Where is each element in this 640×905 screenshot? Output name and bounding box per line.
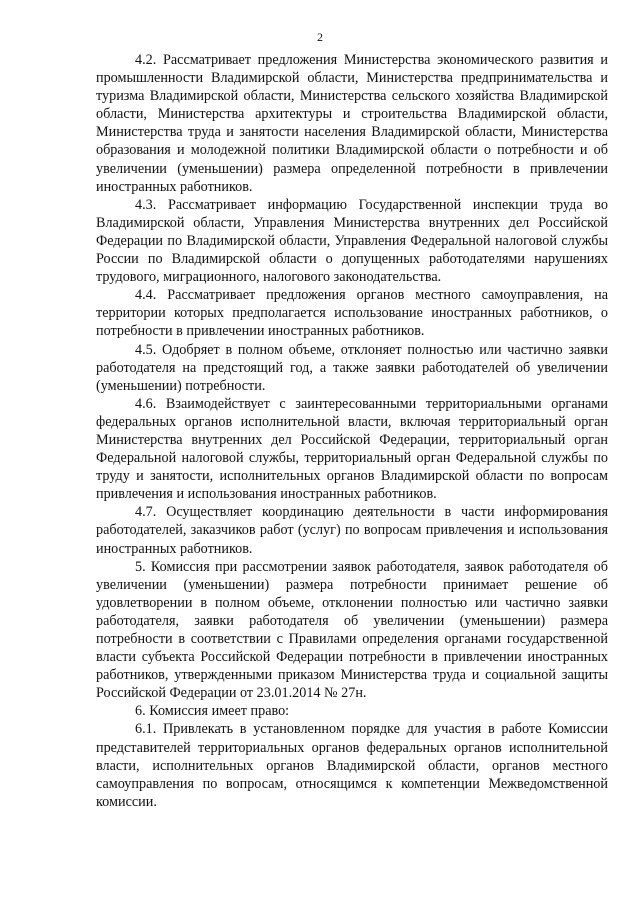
paragraph-6-1: 6.1. Привлекать в установленном порядке для участия в работе Комиссии представителей территориальных органов федеральных органов исполнительной власти, исполнительных органов Владимирской области, органов местного самоуправления по вопросам, относящимся к компетенции Межведомственной комиссии.: [96, 721, 608, 810]
paragraph-4-3: 4.3. Рассматривает информацию Государственной инспекции труда во Владимирской области, Управления Министерства внутренних дел Российской Федерации по Владимирской области, Управления Федеральной налоговой службы России по Владимирской области о допущенных работодателями нарушениях трудового, миграционного, налогового законодательства.: [96, 196, 608, 286]
document-body: [96, 51, 608, 811]
paragraph-4-4: 4.4. Рассматривает предложения органов местного самоуправления, на территории которых предполагается использование иностранных работников, о потребности в привлечении иностранных работников.: [96, 287, 608, 340]
paragraph-4-7: 4.7. Осуществляет координацию деятельности в части информирования работодателей, заказчиков работ (услуг) по вопросам привлечения и использования иностранных работников.: [96, 504, 608, 557]
paragraph-5: 5. Комиссия при рассмотрении заявок работодателя, заявок работодателя об увеличении (уменьшении) размера потребности принимает решение об удовлетворении в полном объеме, отклонении полностью или частично заявки работодателя, заявки работодателя об увеличении (уменьшении) размера потребности в соответствии с Правилами определения органами государственной власти субъекта Российской Федерации потребности в привлечении иностранных работников, утвержденными приказом Министерства труда и социальной защиты Российской Федерации от 23.01.2014 № 27н.: [96, 558, 608, 702]
paragraph-4-5: 4.5. Одобряет в полном объеме, отклоняет полностью или частично заявки работодателя на предстоящий год, а также заявки работодателей об увеличении (уменьшении) потребности.: [96, 341, 608, 394]
paragraph-4-6: 4.6. Взаимодействует с заинтересованными территориальными органами федеральных органов исполнительной власти, включая территориальный орган Министерства внутренних дел Российской Федерации, территориальный орган Федеральной налоговой службы, территориальный орган Федеральной службы по труду и занятости, исполнительных органов Владимирской области по вопросам привлечения и использования иностранных работников.: [96, 395, 608, 503]
paragraph-6: 6. Комиссия имеет право:: [135, 703, 290, 720]
paragraph-4-2: 4.2. Рассматривает предложения Министерства экономического развития и промышленности Владимирской области, Министерства предпринимательства и туризма Владимирской области, Министерства сельского хозяйства Владимирской области, Министерства архитектуры и строительства Владимирской области, Министерства труда и занятости населения Владимирской области, Министерства образования и молодежной политики Владимирской области о потребности и об увеличении (уменьшении) размера определенной потребности в привлечении иностранных работников.: [96, 52, 608, 195]
page-number: 2: [317, 30, 323, 44]
